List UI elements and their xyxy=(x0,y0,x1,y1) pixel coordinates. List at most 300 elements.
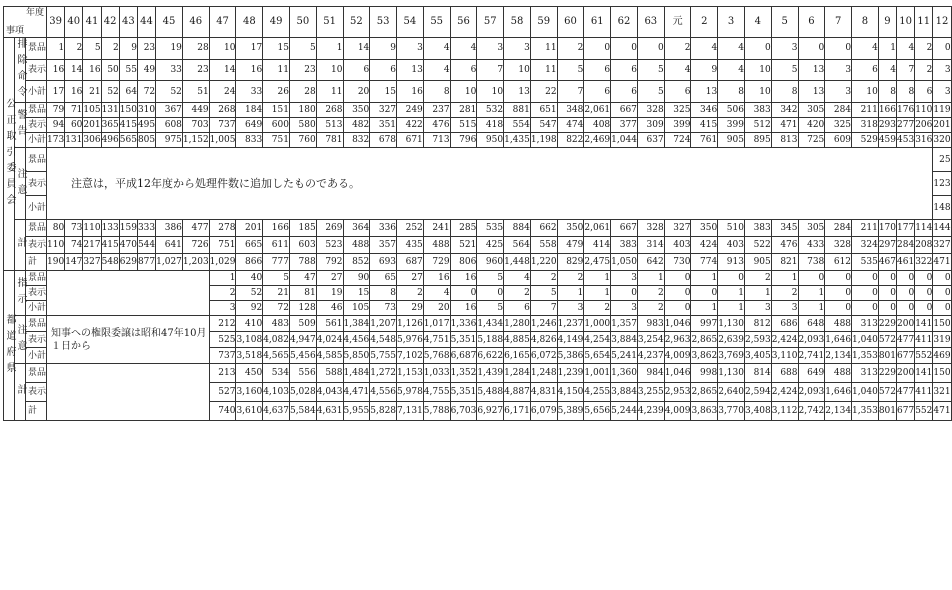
value-cell: 71 xyxy=(65,103,83,118)
sub-label: 表示 xyxy=(26,118,47,133)
value-cell: 3,770 xyxy=(718,402,745,421)
value-cell: 1,130 xyxy=(718,364,745,383)
value-cell: 2 xyxy=(915,38,933,60)
value-cell: 0 xyxy=(897,286,915,301)
value-cell: 5 xyxy=(477,271,504,286)
value-cell: 4,565 xyxy=(263,348,290,364)
value-cell: 4 xyxy=(878,59,896,81)
value-cell: 713 xyxy=(423,133,450,148)
value-cell: 357 xyxy=(370,237,397,254)
value-cell: 322 xyxy=(915,254,933,271)
year-header-cell: 44 xyxy=(137,7,155,38)
value-cell: 0 xyxy=(477,286,504,301)
value-cell: 131 xyxy=(101,103,119,118)
value-cell: 325 xyxy=(664,103,691,118)
enforcement-table xyxy=(3,6,952,421)
value-cell: 150 xyxy=(933,364,951,383)
value-cell: 27 xyxy=(316,271,343,286)
value-cell: 677 xyxy=(897,348,915,364)
value-cell: 79 xyxy=(47,103,65,118)
value-cell: 3 xyxy=(825,81,852,103)
value-cell: 509 xyxy=(289,316,316,332)
value-cell: 1,033 xyxy=(423,364,450,383)
value-cell: 16 xyxy=(397,81,424,103)
year-header-cell: 46 xyxy=(182,7,209,38)
value-cell: 1,237 xyxy=(557,316,584,332)
value-cell: 2 xyxy=(637,286,664,301)
year-header-cell: 56 xyxy=(450,7,477,38)
value-cell: 558 xyxy=(530,237,557,254)
value-cell: 950 xyxy=(477,133,504,148)
value-cell: 515 xyxy=(450,118,477,133)
value-cell: 0 xyxy=(933,301,951,316)
value-cell: 3 xyxy=(504,38,531,60)
value-cell: 4,456 xyxy=(343,332,370,348)
year-header-cell: 6 xyxy=(798,7,825,38)
value-cell: 5,351 xyxy=(450,332,477,348)
value-cell: 277 xyxy=(897,118,915,133)
value-cell: 535 xyxy=(852,254,879,271)
value-cell: 608 xyxy=(156,118,183,133)
value-cell: 813 xyxy=(771,133,798,148)
value-cell: 0 xyxy=(664,286,691,301)
value-cell: 1,284 xyxy=(504,364,531,383)
value-cell: 6 xyxy=(611,81,638,103)
value-cell: 513 xyxy=(316,118,343,133)
value-cell: 729 xyxy=(423,254,450,271)
table-row xyxy=(4,254,952,271)
value-cell: 110 xyxy=(915,103,933,118)
value-cell: 0 xyxy=(878,271,896,286)
value-cell: 1,220 xyxy=(530,254,557,271)
value-cell: 1 xyxy=(718,301,745,316)
value-cell: 998 xyxy=(691,364,718,383)
value-cell: 512 xyxy=(744,118,771,133)
value-cell: 6 xyxy=(584,59,611,81)
value-cell: 5,828 xyxy=(370,402,397,421)
value-cell: 5 xyxy=(771,59,798,81)
value-cell: 1,352 xyxy=(450,364,477,383)
value-cell: 92 xyxy=(236,301,263,316)
value-cell: 268 xyxy=(209,103,236,118)
value-cell: 73 xyxy=(65,220,83,237)
value-cell: 521 xyxy=(450,237,477,254)
value-cell: 4,254 xyxy=(584,332,611,348)
value-cell: 677 xyxy=(897,402,915,421)
year-header-cell: 9 xyxy=(878,7,896,38)
value-cell: 2,061 xyxy=(584,103,611,118)
value-cell: 5,389 xyxy=(557,402,584,421)
value-cell: 90 xyxy=(343,271,370,286)
value-cell: 4,150 xyxy=(557,383,584,402)
table-row xyxy=(4,81,952,103)
value-cell: 333 xyxy=(137,220,155,237)
value-cell: 80 xyxy=(47,220,65,237)
sub-label: 小計 xyxy=(26,81,47,103)
year-header-cell: 41 xyxy=(83,7,101,38)
category-label: 注意 xyxy=(15,316,26,364)
value-cell: 506 xyxy=(718,103,745,118)
value-cell: 572 xyxy=(878,383,896,402)
value-cell: 2 xyxy=(744,271,771,286)
value-cell: 603 xyxy=(289,237,316,254)
value-cell: 6 xyxy=(370,59,397,81)
value-cell: 176 xyxy=(897,103,915,118)
value-cell: 10 xyxy=(744,81,771,103)
value-cell: 190 xyxy=(47,254,65,271)
value-cell: 477 xyxy=(182,220,209,237)
value-cell: 725 xyxy=(798,133,825,148)
value-cell: 1,001 xyxy=(584,364,611,383)
value-cell: 6,622 xyxy=(477,348,504,364)
value-cell: 151 xyxy=(263,103,290,118)
value-cell: 212 xyxy=(209,316,236,332)
value-cell: 600 xyxy=(263,118,290,133)
table-row xyxy=(4,316,952,332)
value-cell: 21 xyxy=(263,286,290,301)
value-cell: 1,046 xyxy=(664,364,691,383)
value-cell: 81 xyxy=(289,286,316,301)
value-cell: 983 xyxy=(637,316,664,332)
value-cell: 730 xyxy=(664,254,691,271)
value-cell: 3 xyxy=(557,301,584,316)
value-cell: 170 xyxy=(878,220,896,237)
sub-label: 表示 xyxy=(26,286,47,301)
value-cell: 877 xyxy=(137,254,155,271)
value-cell: 4 xyxy=(718,38,745,60)
value-cell: 777 xyxy=(263,254,290,271)
value-cell: 2,640 xyxy=(718,383,745,402)
value-cell: 580 xyxy=(289,118,316,133)
value-cell: 2 xyxy=(557,271,584,286)
value-cell: 319 xyxy=(933,332,951,348)
value-cell: 5,188 xyxy=(477,332,504,348)
value-cell: 278 xyxy=(209,220,236,237)
org-label: 公正取引委員会 xyxy=(4,38,15,271)
value-cell: 2,424 xyxy=(771,332,798,348)
value-cell: 3 xyxy=(397,38,424,60)
value-cell: 313 xyxy=(852,316,879,332)
value-cell: 0 xyxy=(584,38,611,60)
value-cell: 796 xyxy=(450,133,477,148)
value-cell: 2,953 xyxy=(664,383,691,402)
year-header-cell: 58 xyxy=(504,7,531,38)
value-cell: 0 xyxy=(933,286,951,301)
table-row xyxy=(4,237,952,254)
sub-label: 表示 xyxy=(26,237,47,254)
value-cell: 11 xyxy=(530,38,557,60)
value-cell: 0 xyxy=(798,271,825,286)
table-row xyxy=(4,118,952,133)
value-cell: 678 xyxy=(370,133,397,148)
value-cell: 788 xyxy=(289,254,316,271)
value-cell: 2,424 xyxy=(771,383,798,402)
value-cell: 6 xyxy=(664,81,691,103)
value-cell: 284 xyxy=(825,103,852,118)
value-cell: 0 xyxy=(744,38,771,60)
value-cell: 33 xyxy=(156,59,183,81)
table-row xyxy=(4,271,952,286)
value-cell: 16 xyxy=(65,81,83,103)
year-header-cell: 11 xyxy=(915,7,933,38)
year-header-cell: 45 xyxy=(156,7,183,38)
value-cell: 60 xyxy=(65,118,83,133)
value-cell: 477 xyxy=(897,332,915,348)
value-cell: 662 xyxy=(530,220,557,237)
value-cell: 4,585 xyxy=(316,348,343,364)
value-cell: 4,885 xyxy=(504,332,531,348)
value-cell: 3,769 xyxy=(718,348,745,364)
value-cell: 471 xyxy=(771,118,798,133)
value-cell: 3 xyxy=(771,301,798,316)
value-cell: 13 xyxy=(798,81,825,103)
value-cell: 241 xyxy=(423,220,450,237)
value-cell: 8 xyxy=(718,81,745,103)
value-cell: 4 xyxy=(504,271,531,286)
value-cell: 10 xyxy=(209,38,236,60)
sub-label: 表示 xyxy=(26,59,47,81)
year-header-cell: 50 xyxy=(289,7,316,38)
value-cell: 2,865 xyxy=(691,383,718,402)
value-cell: 688 xyxy=(771,364,798,383)
value-cell: 15 xyxy=(370,81,397,103)
value-cell: 792 xyxy=(316,254,343,271)
value-cell: 320 xyxy=(933,133,951,148)
year-header-cell: 52 xyxy=(343,7,370,38)
value-cell: 552 xyxy=(915,402,933,421)
value-cell: 3,610 xyxy=(236,402,263,421)
sub-label: 表示 xyxy=(26,172,47,196)
value-cell: 3,160 xyxy=(236,383,263,402)
value-cell: 2,093 xyxy=(798,332,825,348)
value-cell: 13 xyxy=(504,81,531,103)
value-cell: 211 xyxy=(852,220,879,237)
value-cell: 469 xyxy=(933,348,951,364)
value-cell: 2 xyxy=(771,286,798,301)
value-cell: 4,826 xyxy=(530,332,557,348)
value-cell: 488 xyxy=(825,316,852,332)
value-cell: 703 xyxy=(182,118,209,133)
value-cell: 7,131 xyxy=(397,402,424,421)
value-cell: 20 xyxy=(343,81,370,103)
value-cell: 8 xyxy=(423,81,450,103)
value-cell: 5,654 xyxy=(584,348,611,364)
value-cell: 641 xyxy=(156,237,183,254)
year-header-cell: 63 xyxy=(637,7,664,38)
sub-label: 表示 xyxy=(26,383,47,402)
value-cell: 572 xyxy=(878,332,896,348)
value-cell: 377 xyxy=(611,118,638,133)
value-cell: 4,556 xyxy=(370,383,397,402)
value-cell: 141 xyxy=(915,316,933,332)
value-cell: 737 xyxy=(209,118,236,133)
value-cell: 648 xyxy=(798,316,825,332)
value-cell: 565 xyxy=(119,133,137,148)
value-cell: 249 xyxy=(397,103,424,118)
value-cell: 229 xyxy=(878,364,896,383)
value-cell: 761 xyxy=(691,133,718,148)
value-cell: 414 xyxy=(584,237,611,254)
value-cell: 346 xyxy=(691,103,718,118)
value-cell: 25 xyxy=(933,148,951,172)
value-cell: 5,768 xyxy=(423,348,450,364)
value-cell: 649 xyxy=(236,118,263,133)
value-cell: 960 xyxy=(477,254,504,271)
value-cell: 686 xyxy=(771,316,798,332)
value-cell: 833 xyxy=(236,133,263,148)
value-cell: 0 xyxy=(718,271,745,286)
value-cell: 488 xyxy=(343,237,370,254)
value-cell: 3 xyxy=(209,301,236,316)
value-cell: 14 xyxy=(209,59,236,81)
year-header-cell: 5 xyxy=(771,7,798,38)
value-cell: 364 xyxy=(343,220,370,237)
value-cell: 418 xyxy=(477,118,504,133)
sub-label: 小計 xyxy=(26,133,47,148)
value-cell: 350 xyxy=(691,220,718,237)
value-cell: 49 xyxy=(137,59,155,81)
year-header-cell: 3 xyxy=(718,7,745,38)
value-cell: 0 xyxy=(915,286,933,301)
value-cell: 2 xyxy=(664,38,691,60)
year-header-cell: 40 xyxy=(65,7,83,38)
category-label: 注意 xyxy=(15,148,26,220)
value-cell: 424 xyxy=(691,237,718,254)
value-cell: 3 xyxy=(611,301,638,316)
value-cell: 482 xyxy=(343,118,370,133)
year-header-cell: 10 xyxy=(897,7,915,38)
value-cell: 822 xyxy=(557,133,584,148)
value-cell: 6 xyxy=(584,81,611,103)
value-cell: 399 xyxy=(718,118,745,133)
value-cell: 105 xyxy=(83,103,101,118)
category-label: 警告 xyxy=(15,103,26,148)
value-cell: 3,408 xyxy=(744,402,771,421)
value-cell: 781 xyxy=(316,133,343,148)
value-cell: 16 xyxy=(83,59,101,81)
value-cell: 905 xyxy=(744,254,771,271)
value-cell: 435 xyxy=(397,237,424,254)
value-cell: 284 xyxy=(825,220,852,237)
value-cell: 724 xyxy=(664,133,691,148)
value-cell: 201 xyxy=(83,118,101,133)
table-row xyxy=(4,148,952,172)
year-header-cell: 60 xyxy=(557,7,584,38)
value-cell: 0 xyxy=(852,271,879,286)
value-cell: 94 xyxy=(47,118,65,133)
value-cell: 2 xyxy=(557,38,584,60)
value-cell: 449 xyxy=(182,103,209,118)
value-cell: 556 xyxy=(289,364,316,383)
value-cell: 336 xyxy=(370,220,397,237)
value-cell: 814 xyxy=(744,364,771,383)
value-cell: 806 xyxy=(450,254,477,271)
value-cell: 6 xyxy=(343,59,370,81)
value-cell: 19 xyxy=(156,38,183,60)
value-cell: 422 xyxy=(397,118,424,133)
value-cell: 1,203 xyxy=(182,254,209,271)
value-cell: 386 xyxy=(156,220,183,237)
value-cell: 411 xyxy=(915,332,933,348)
value-cell: 561 xyxy=(316,316,343,332)
value-cell: 544 xyxy=(137,237,155,254)
value-cell: 5,976 xyxy=(397,332,424,348)
value-cell: 281 xyxy=(450,103,477,118)
value-cell: 24 xyxy=(209,81,236,103)
value-cell: 2 xyxy=(504,286,531,301)
year-header-cell: 4 xyxy=(744,7,771,38)
value-cell: 16 xyxy=(450,271,477,286)
value-cell: 15 xyxy=(263,38,290,60)
value-cell: 2,741 xyxy=(798,348,825,364)
value-cell: 6 xyxy=(915,81,933,103)
year-header-cell: 47 xyxy=(209,7,236,38)
value-cell: 4,947 xyxy=(289,332,316,348)
value-cell: 11 xyxy=(316,81,343,103)
value-cell: 1,040 xyxy=(852,332,879,348)
value-cell: 0 xyxy=(637,38,664,60)
value-cell: 881 xyxy=(504,103,531,118)
value-cell: 0 xyxy=(825,286,852,301)
year-header-cell: 51 xyxy=(316,7,343,38)
value-cell: 1,248 xyxy=(530,364,557,383)
value-cell: 217 xyxy=(83,237,101,254)
value-cell: 612 xyxy=(825,254,852,271)
value-cell: 0 xyxy=(611,286,638,301)
value-cell: 1 xyxy=(878,38,896,60)
value-cell: 535 xyxy=(477,220,504,237)
category-label: 計 xyxy=(15,220,26,271)
value-cell: 4,237 xyxy=(637,348,664,364)
sub-label: 小計 xyxy=(26,348,47,364)
value-cell: 13 xyxy=(691,81,718,103)
value-cell: 1,646 xyxy=(825,332,852,348)
value-cell: 4,751 xyxy=(423,332,450,348)
value-cell: 173 xyxy=(47,133,65,148)
value-cell: 4,103 xyxy=(263,383,290,402)
nendo-label: 年度 xyxy=(26,8,45,18)
value-cell: 997 xyxy=(691,316,718,332)
value-cell: 474 xyxy=(557,118,584,133)
value-cell: 5,488 xyxy=(477,383,504,402)
value-cell: 5,241 xyxy=(611,348,638,364)
value-cell: 403 xyxy=(718,237,745,254)
sub-label: 景品 xyxy=(26,38,47,60)
value-cell: 3,108 xyxy=(236,332,263,348)
value-cell: 3,884 xyxy=(611,332,638,348)
value-cell: 6,687 xyxy=(450,348,477,364)
value-cell: 0 xyxy=(691,286,718,301)
value-cell: 166 xyxy=(263,220,290,237)
value-cell: 0 xyxy=(798,38,825,60)
blank-cell xyxy=(47,364,210,421)
value-cell: 984 xyxy=(637,364,664,383)
value-cell: 5,850 xyxy=(343,348,370,364)
value-cell: 23 xyxy=(289,59,316,81)
value-cell: 6 xyxy=(450,59,477,81)
value-cell: 72 xyxy=(263,301,290,316)
value-cell: 4 xyxy=(423,59,450,81)
value-cell: 3,255 xyxy=(637,383,664,402)
value-cell: 9 xyxy=(691,59,718,81)
value-cell: 529 xyxy=(852,133,879,148)
value-cell: 0 xyxy=(915,271,933,286)
value-cell: 895 xyxy=(744,133,771,148)
value-cell: 5,028 xyxy=(289,383,316,402)
value-cell: 2,639 xyxy=(718,332,745,348)
table-row xyxy=(4,103,952,118)
value-cell: 6 xyxy=(852,59,879,81)
